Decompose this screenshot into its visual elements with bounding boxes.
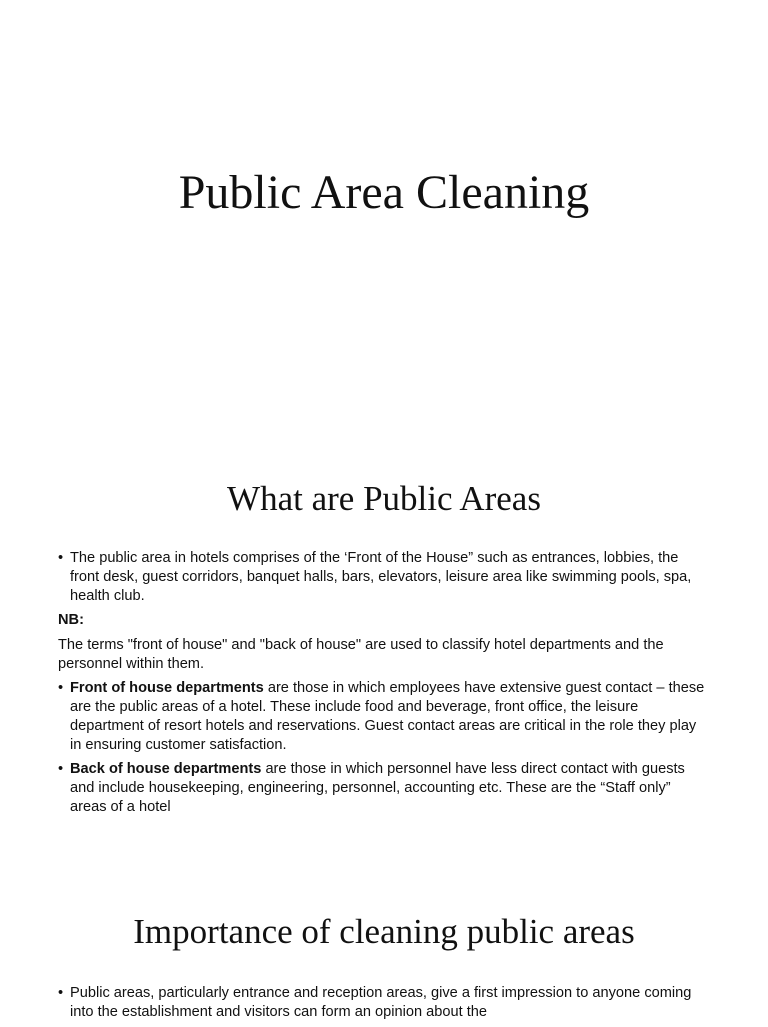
bullet-front-of-house [58,679,708,755]
bullet-back-of-house [58,760,708,817]
bullet-first-impression [58,984,708,1022]
bullet-dot: • [58,761,64,777]
bullet-text: The public area in hotels comprises of the ‘Front of the House” such as entrances, lobbies, the front desk, guest corridors, banquet halls, bars, elevators, leisure area like swimming pools, spa, health club. [70,550,692,604]
slide-2-title: What are Public Areas [227,479,541,518]
slide-3-title: Importance of cleaning public areas [133,912,635,951]
nb-label: NB: [58,612,84,628]
slide-1-title: Public Area Cleaning [178,166,590,219]
bullet-bold-term: Back of house departments [70,761,262,777]
bullet-dot: • [58,550,64,566]
bullet-public-area-definition [58,549,708,606]
slide-2-content [58,549,708,822]
nb-paragraph: The terms "front of house" and "back of house" are used to classify hotel departments and the personnel within them. [58,637,664,672]
slide-3-content [58,984,708,1027]
bullet-text: are those in which personnel have less direct contact with guests and include housekeeping, engineering, personnel, accounting etc. These are the “Staff only” areas of a hotel [70,761,685,815]
bullet-dot: • [58,985,64,1001]
bullet-text: Public areas, particularly entrance and reception areas, give a first impression to anyone coming into the establishment and visitors can form an opinion about the [70,985,692,1020]
bullet-text: are those in which employees have extensive guest contact – these are the public areas of a hotel. These include food and beverage, front office, the leisure department of resort hotels and reservations. Guest contact areas are critical in the role they play in ensuring customer satisfaction. [70,680,705,753]
bullet-bold-term: Front of house departments [70,680,264,696]
bullet-dot: • [58,680,64,696]
